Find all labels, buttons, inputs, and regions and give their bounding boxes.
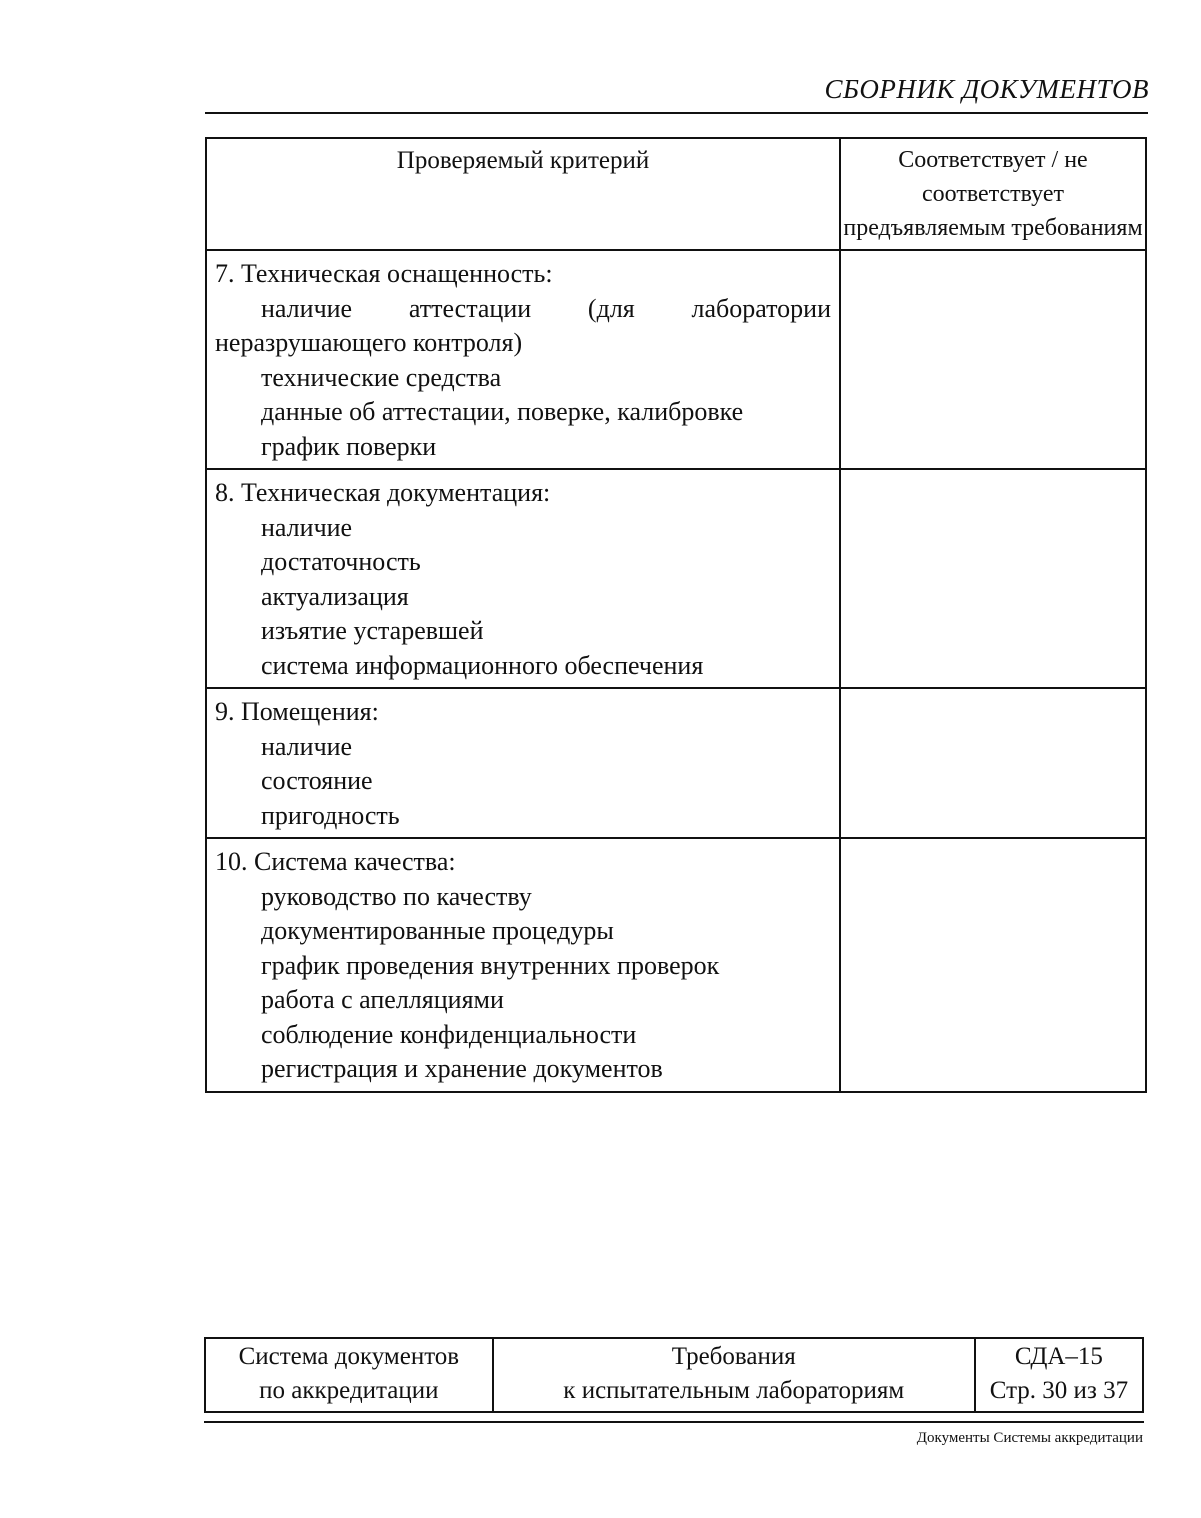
criterion-cell <box>206 469 840 688</box>
footer-title-line1: Требования <box>671 1343 796 1370</box>
criterion-item: руководство по качеству <box>261 881 532 911</box>
criterion-cell <box>206 838 840 1092</box>
section-heading: 10. Система качества: <box>215 847 456 876</box>
criterion-item: наличие <box>261 512 353 542</box>
table-row-section-10 <box>206 838 1146 1092</box>
column-header-criterion: Проверяемый критерий <box>206 138 840 250</box>
criterion-item: график поверки <box>261 431 437 461</box>
column-header-compliance: Соответствует / не соответствует предъявляемым требованиям <box>840 138 1146 250</box>
criterion-item: пригодность <box>261 800 400 830</box>
compliance-cell <box>840 688 1146 838</box>
running-header-title: СБОРНИК ДОКУМЕНТОВ <box>824 74 1149 104</box>
table-row-section-8 <box>206 469 1146 688</box>
footer-system-cell <box>205 1338 493 1412</box>
criterion-item: работа с апелляциями <box>261 985 504 1014</box>
table-row-section-9 <box>206 688 1146 838</box>
footer-title-cell <box>493 1338 975 1412</box>
section-heading: 7. Техническая оснащенность: <box>215 259 553 288</box>
criterion-item: технические средства <box>261 362 502 392</box>
criterion-item: актуализация <box>261 581 409 611</box>
criterion-item: изъятие устаревшей <box>261 616 484 645</box>
footer-title-line2: к испытательным лабораториям <box>563 1377 905 1404</box>
criterion-item: документированные процедуры <box>261 916 614 945</box>
criterion-item: достаточность <box>261 547 421 576</box>
table-header-row <box>206 138 1146 250</box>
footer-rule <box>204 1421 1144 1423</box>
footer-system-line2: по аккредитации <box>259 1377 439 1404</box>
criterion-cell <box>206 688 840 838</box>
criterion-item: состояние <box>261 766 373 795</box>
footer-row <box>205 1338 1143 1412</box>
compliance-cell <box>840 838 1146 1092</box>
footer-system-line1: Система документов <box>238 1343 460 1370</box>
criterion-item: данные об аттестации, поверке, калибровке <box>261 397 744 426</box>
compliance-cell <box>840 250 1146 469</box>
criteria-table <box>205 137 1147 1093</box>
section-heading: 9. Помещения: <box>215 697 379 726</box>
criterion-cell <box>206 250 840 469</box>
criterion-item: соблюдение конфиденциальности <box>261 1019 637 1049</box>
criterion-item: график проведения внутренних проверок <box>261 950 720 980</box>
header-rule <box>205 112 1148 114</box>
criterion-item: регистрация и хранение документов <box>261 1054 663 1083</box>
compliance-cell <box>840 469 1146 688</box>
footer-table <box>204 1337 1144 1413</box>
document-code: СДА–15 <box>1014 1343 1103 1370</box>
footer-note: Документы Системы аккредитации <box>916 1430 1143 1446</box>
criterion-item: наличие <box>261 731 353 761</box>
table-row-section-7 <box>206 250 1146 469</box>
footer-code-cell <box>975 1338 1143 1412</box>
page-number: Стр. 30 из 37 <box>989 1377 1129 1404</box>
criterion-item: система информационного обеспечения <box>261 650 704 680</box>
section-heading: 8. Техническая документация: <box>215 478 551 507</box>
criterion-item: наличие аттестации (для лаборатории неразрушающего контроля) <box>215 293 831 357</box>
